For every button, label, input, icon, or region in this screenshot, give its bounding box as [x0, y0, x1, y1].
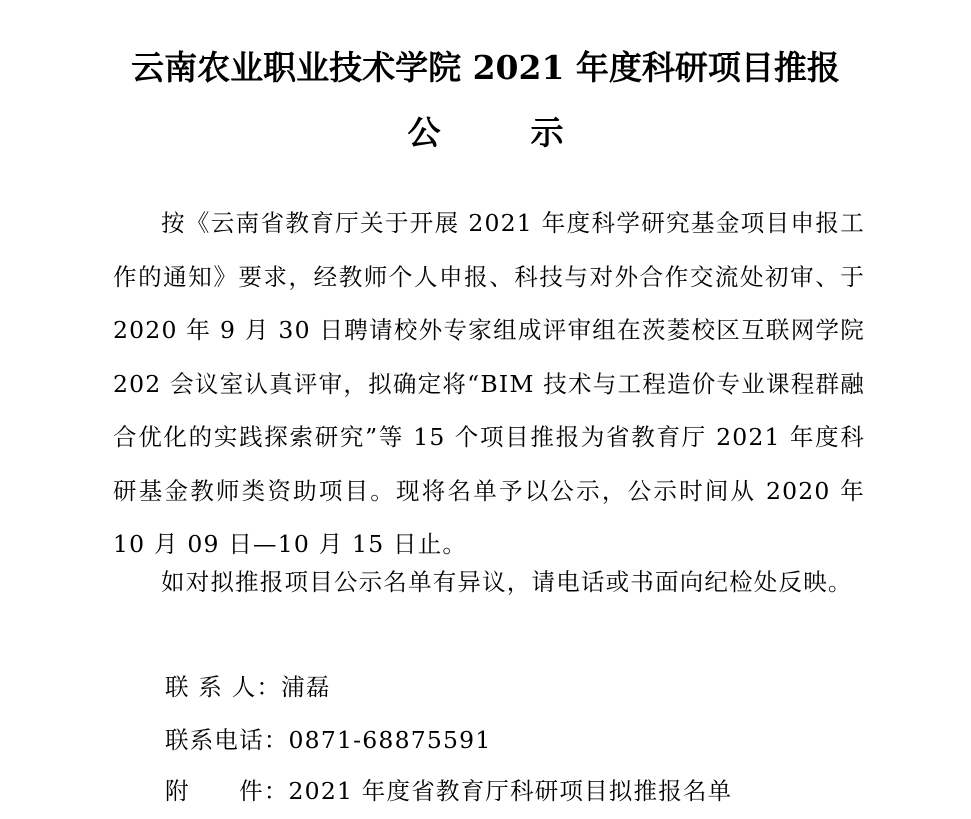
contact-colon: ：: [256, 673, 282, 701]
subtitle-char-1: 公: [407, 113, 441, 152]
body-paragraph-objection: 如对拟推报项目公示名单有异议，请电话或书面向纪检处反映。: [161, 568, 853, 596]
contact-phone-line: [165, 720, 491, 760]
phone-colon: ：: [263, 726, 289, 754]
attachment-value: 2021 年度省教育厅科研项目拟推报名单: [288, 777, 733, 805]
document-title: 云南农业职业技术学院 2021 年度科研项目推报: [131, 48, 840, 87]
contact-person-value: 浦磊: [281, 673, 331, 701]
document-subtitle: [0, 113, 971, 153]
attachment-line: [165, 771, 732, 811]
contact-person-line: [165, 667, 331, 707]
attachment-label: 附 件: [165, 777, 264, 805]
contact-phone-label: 联系电话: [165, 726, 264, 754]
contact-person-label: 联 系 人: [165, 673, 257, 701]
body-paragraph-notice: 按《云南省教育厅关于开展 2021 年度科学研究基金项目申报工作的通知》要求，经教师个人申报、科技与对外合作交流处初审、于 2020 年 9 月 30 日聘请校外专家组成评审组在茨菱校区互联网学院 202 会议室认真评审，拟确定将“BIM 技术与工程造价专业课程群融合优化的实践探索研究”等 15 个项目推报为省教育厅 2021 年度科研基金教师类资助项目。现将名单予以公示，公示时间从 2020 年 10 月 09 日—10 月 15 日止。: [113, 209, 865, 558]
contact-phone-value: 0871-68875591: [288, 726, 492, 754]
subtitle-char-2: 示: [530, 113, 564, 152]
attachment-colon: ：: [263, 777, 289, 805]
